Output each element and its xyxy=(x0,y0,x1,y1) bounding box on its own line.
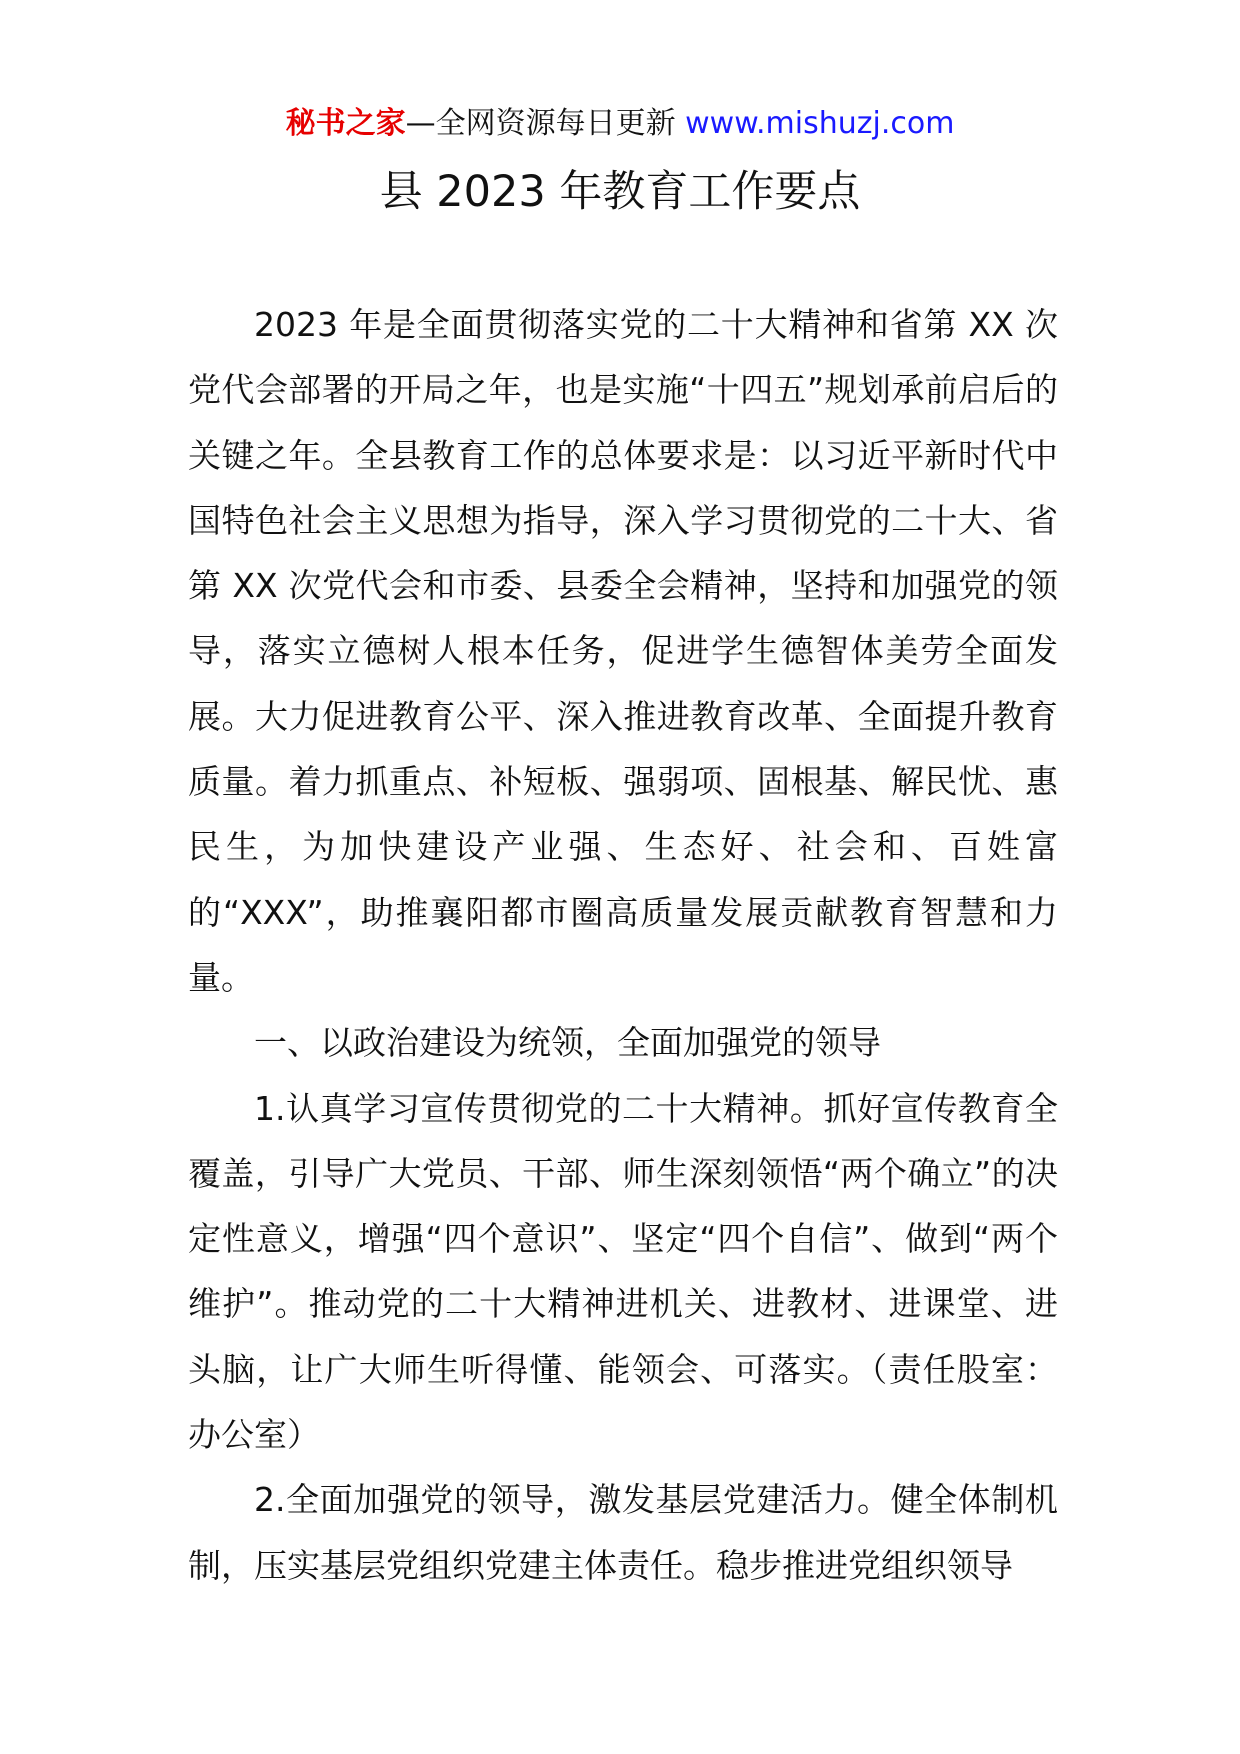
document-body xyxy=(188,292,1058,1598)
brand-url-link[interactable]: www.mishuzj.com xyxy=(685,106,955,141)
header-banner xyxy=(0,102,1240,146)
document-title: 县 2023 年教育工作要点 xyxy=(379,167,861,217)
item-paragraph-2: 2.全面加强党的领导，激发基层党建活力。健全体制机制，压实基层党组织党建主体责任。稳步推进党组织领导 xyxy=(188,1480,1058,1585)
intro-paragraph: 2023 年是全面贯彻落实党的二十大精神和省第 XX 次党代会部署的开局之年，也是实施“十四五”规划承前启后的关键之年。全县教育工作的总体要求是：以习近平新时代中国特色社会主义思想为指导，深入学习贯彻党的二十大、省第 XX 次党代会和市委、县委全会精神，坚持和加强党的领导，落实立德树人根本任务，促进学生德智体美劳全面发展。大力促进教育公平、深入推进教育改革、全面提升教育质量。着力抓重点、补短板、强弱项、固根基、解民忧、惠民生，为加快建设产业强、生态好、社会和、百姓富的“XXX”，助推襄阳都市圈高质量发展贡献教育智慧和力量。 xyxy=(188,305,1058,997)
item-paragraph-1: 1.认真学习宣传贯彻党的二十大精神。抓好宣传教育全覆盖，引导广大党员、干部、师生深刻领悟“两个确立”的决定性意义，增强“四个意识”、坚定“四个自信”、做到“两个维护”。推动党的二十大精神进机关、进教材、进课堂、进头脑，让广大师生听得懂、能领会、可落实。（责任股室：办公室） xyxy=(188,1088,1058,1455)
brand-slogan: —全网资源每日更新 xyxy=(405,106,676,141)
brand-name: 秘书之家 xyxy=(285,106,406,141)
section-heading-1: 一、以政治建设为统领，全面加强党的领导 xyxy=(254,1023,881,1063)
